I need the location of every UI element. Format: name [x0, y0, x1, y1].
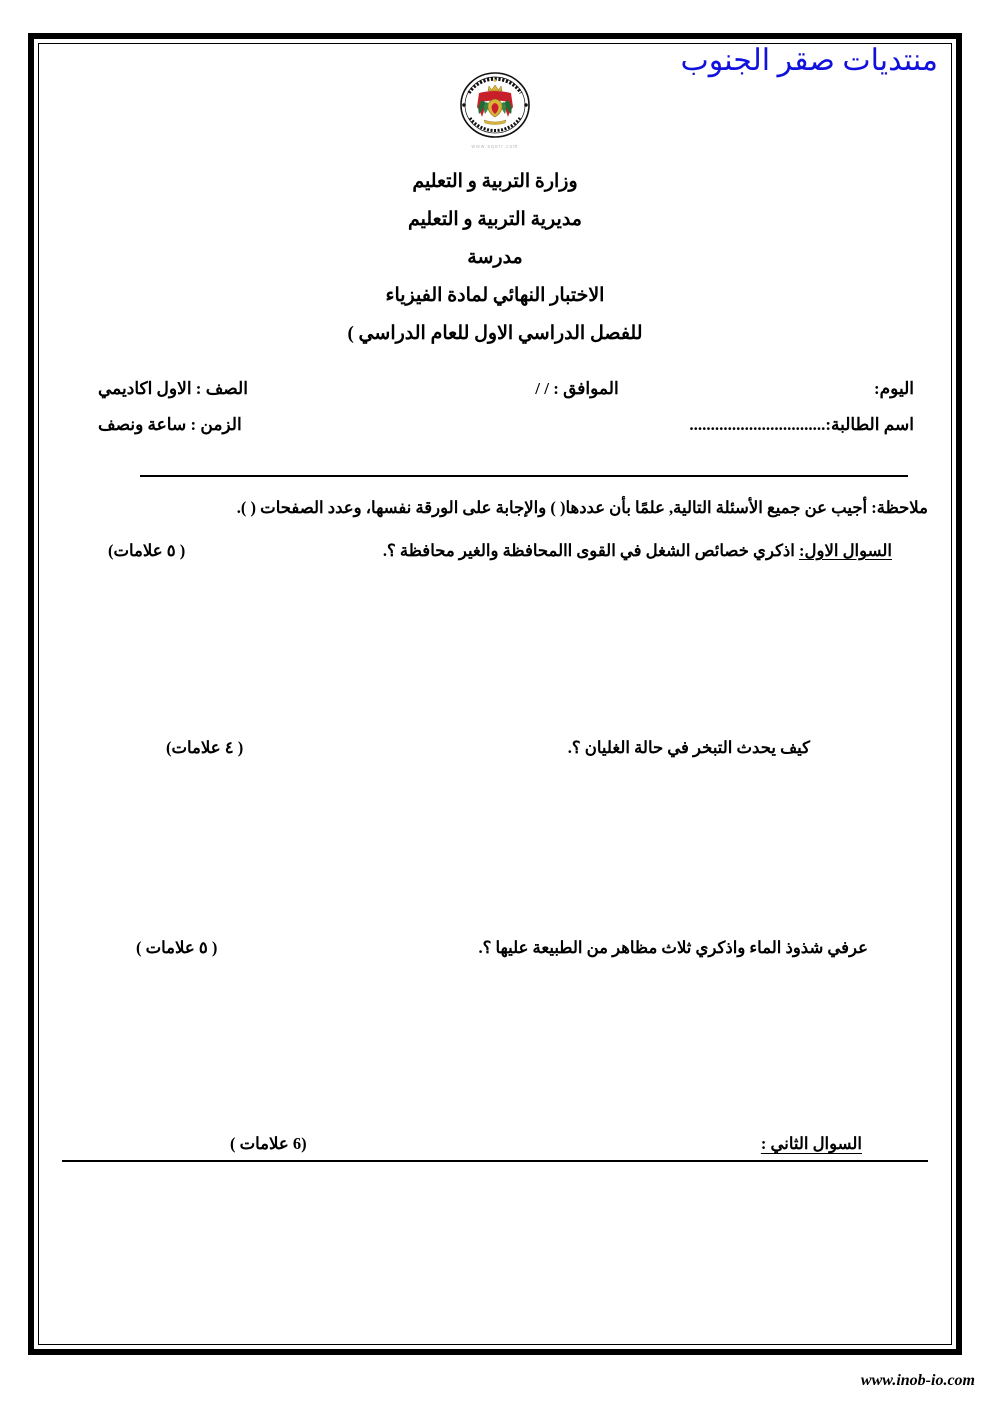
exam-paper-content: [40, 33, 950, 1355]
question-2-text: كيف يحدث التبخر في حالة الغليان ؟.: [567, 738, 810, 757]
question-1-label: السوال الاول:: [799, 541, 892, 560]
document-header: [40, 163, 950, 353]
header-school: مدرسة: [467, 247, 523, 268]
question-2: [62, 735, 928, 761]
footer-site-url: www.inob-io.com: [860, 1372, 975, 1389]
question-2-marks: ( ٤ علامات): [166, 738, 244, 757]
field-day: اليوم:: [873, 379, 914, 398]
header-term: للفصل الدراسي الاول للعام الدراسي ): [347, 323, 643, 344]
field-date: الموافق : / /: [535, 379, 619, 398]
exam-instructions-note: ملاحظة: أجيب عن جميع الأسئلة التالية, علمًا بأن عددها( ) والإجابة على الورقة نفسها، وعدد الصفحات ( ).: [236, 498, 928, 517]
header-separator-rule: [140, 475, 908, 477]
emblem-watermark-url: www.sqorr.com: [471, 144, 519, 150]
question-3-text: عرفي شذوذ الماء واذكري ثلاث مظاهر من الطبيعة عليها ؟.: [478, 938, 868, 957]
question-1-marks: ( ٥ علامات): [108, 541, 186, 560]
field-student-name: اسم الطالبة:................................: [689, 415, 914, 434]
section-two-heading: [62, 1131, 928, 1162]
forum-watermark: منتديات صقر الجنوب: [680, 44, 938, 77]
question-3: [62, 935, 928, 961]
question-3-marks: ( ٥ علامات ): [136, 938, 218, 957]
emblem-container: [40, 69, 950, 150]
info-row-2: [62, 407, 928, 443]
question-1-body: اذكري خصائص الشغل في القوى االمحافظة والغير محافظة ؟.: [382, 541, 799, 560]
jordan-ministry-emblem-icon: [453, 69, 537, 143]
info-row-1: [62, 371, 928, 407]
section-two-title: السوال الثاني :: [760, 1134, 862, 1153]
exam-info-block: [62, 371, 928, 443]
header-exam-title: الاختبار النهائي لمادة الفيزياء: [385, 285, 605, 306]
header-ministry: وزارة التربية و التعليم: [412, 171, 578, 192]
field-duration: الزمن : ساعة ونصف: [98, 415, 242, 434]
question-1-text: [383, 538, 928, 564]
header-directorate: مديرية التربية و التعليم: [408, 209, 582, 230]
question-1: [62, 538, 928, 564]
field-grade: الصف : الاول اكاديمي: [98, 379, 248, 398]
section-two-marks: (6 علامات ): [230, 1134, 307, 1153]
